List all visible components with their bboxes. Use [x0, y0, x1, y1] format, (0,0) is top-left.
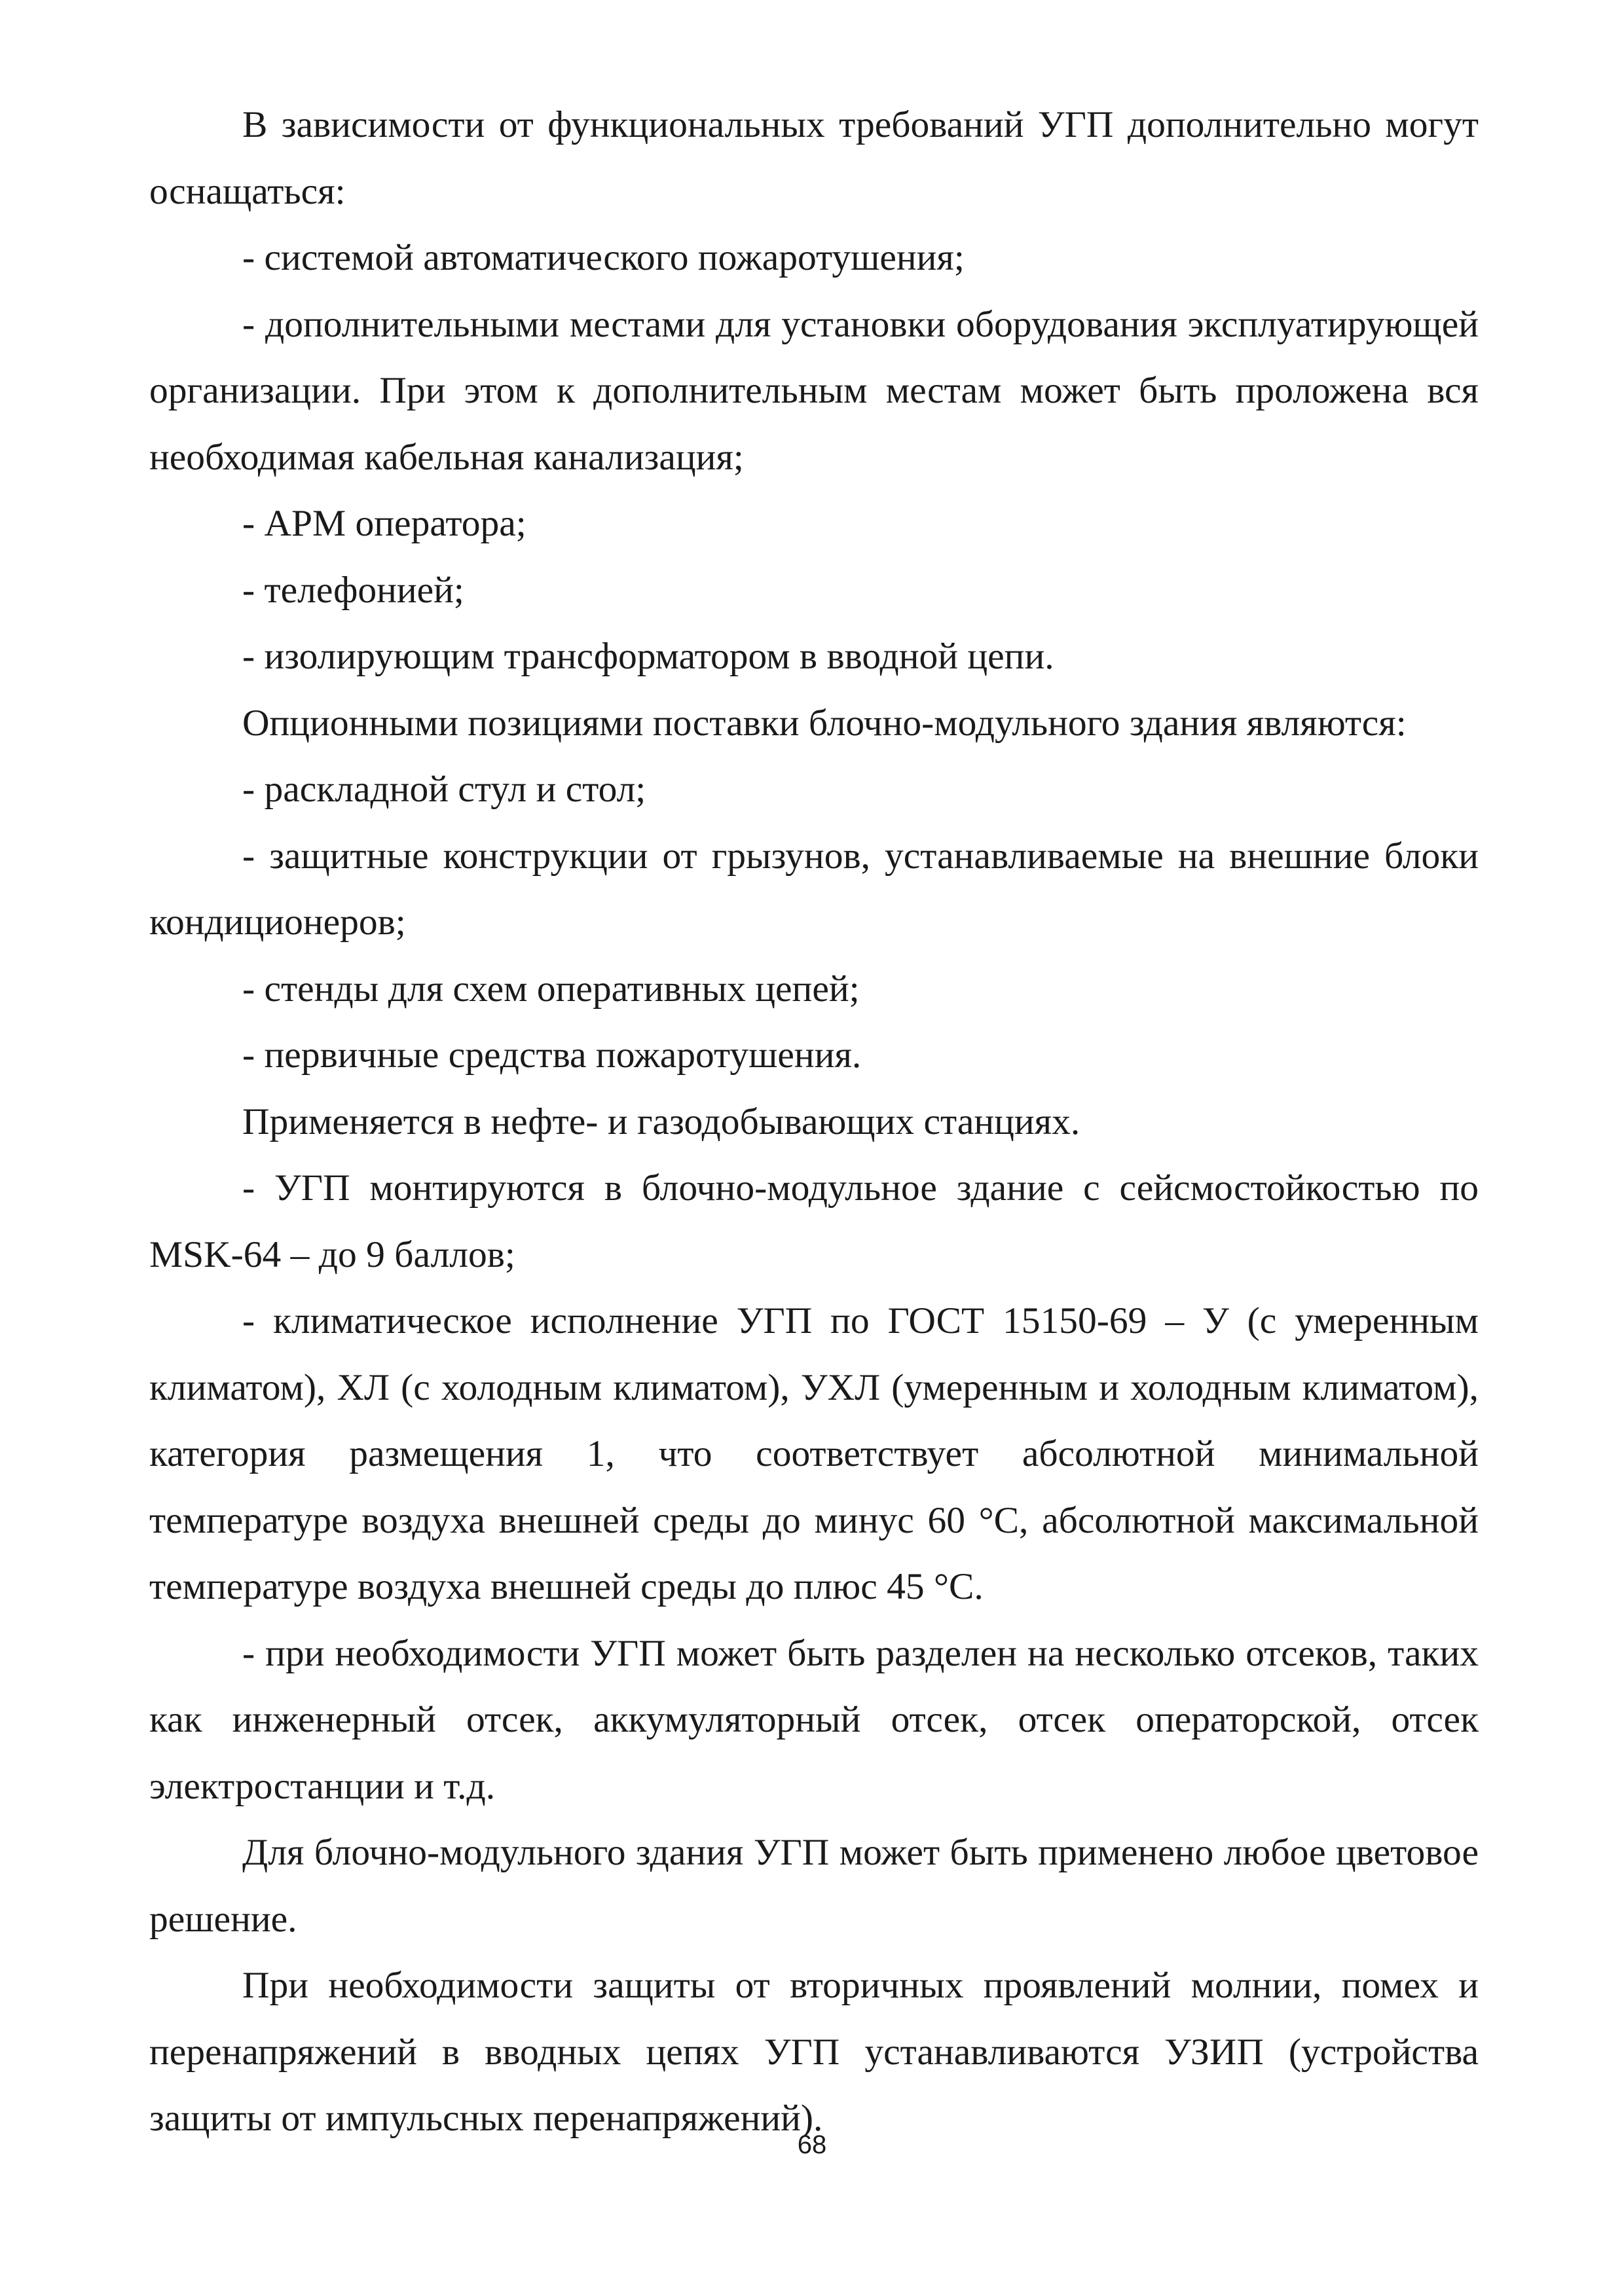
list-item-telephony: - телефонией; [242, 569, 464, 611]
body-text [149, 92, 1479, 2152]
list-item-circuit-stands: - стенды для схем оперативных цепей; [242, 968, 860, 1010]
paragraph-color-solution: Для блочно-модульного здания УГП может быть применено любое цветовое решение. [149, 1832, 1479, 1940]
list-item-isolating-transformer: - изолирующим трансформатором в вводной цепи. [242, 636, 1054, 677]
list-item-extra-equipment-places: - дополнительными местами для установки оборудования эксплуатирующей организации. При этом к дополнительным местам может быть проложена вся необходимая кабельная канализация; [149, 303, 1479, 478]
list-item-fire-suppression: - системой автоматического пожаротушения; [242, 237, 965, 278]
paragraph-application: Применяется в нефте- и газодобывающих станциях. [242, 1101, 1080, 1142]
list-item-folding-chair-table: - раскладной стул и стол; [242, 769, 646, 810]
paragraph-intro: В зависимости от функциональных требований УГП дополнительно могут оснащаться: [149, 104, 1479, 212]
paragraph-surge-protection: При необходимости защиты от вторичных проявлений молнии, помех и перенапряжений в вводных цепях УГП устанавливаются УЗИП (устройства защиты от импульсных перенапряжений). [149, 1965, 1479, 2139]
list-item-operator-workstation: - АРМ оператора; [242, 503, 526, 544]
list-item-rodent-protection: - защитные конструкции от грызунов, устанавливаемые на внешние блоки кондиционеров; [149, 835, 1479, 943]
page-number: 68 [797, 2130, 827, 2159]
list-item-climatic: - климатическое исполнение УГП по ГОСТ 15150-69 – У (с умеренным климатом), ХЛ (с холодным климатом), УХЛ (умеренным и холодным климатом), категория размещения 1, что соответствует абсолютной минимальной температуре воздуха внешней среды до минус 60 °С, абсолютной максимальной температуре воздуха внешней среды до плюс 45 °С. [149, 1300, 1479, 1607]
list-item-seismic: - УГП монтируются в блочно-модульное здание с сейсмостойкостью по MSK-64 – до 9 баллов; [149, 1167, 1479, 1275]
paragraph-optional-positions: Опционными позициями поставки блочно-модульного здания являются: [242, 702, 1407, 744]
list-item-primary-fire-means: - первичные средства пожаротушения. [242, 1034, 862, 1076]
list-item-compartments: - при необходимости УГП может быть разделен на несколько отсеков, таких как инженерный отсек, аккумуляторный отсек, отсек операторской, отсек электростанции и т.д. [149, 1632, 1479, 1807]
